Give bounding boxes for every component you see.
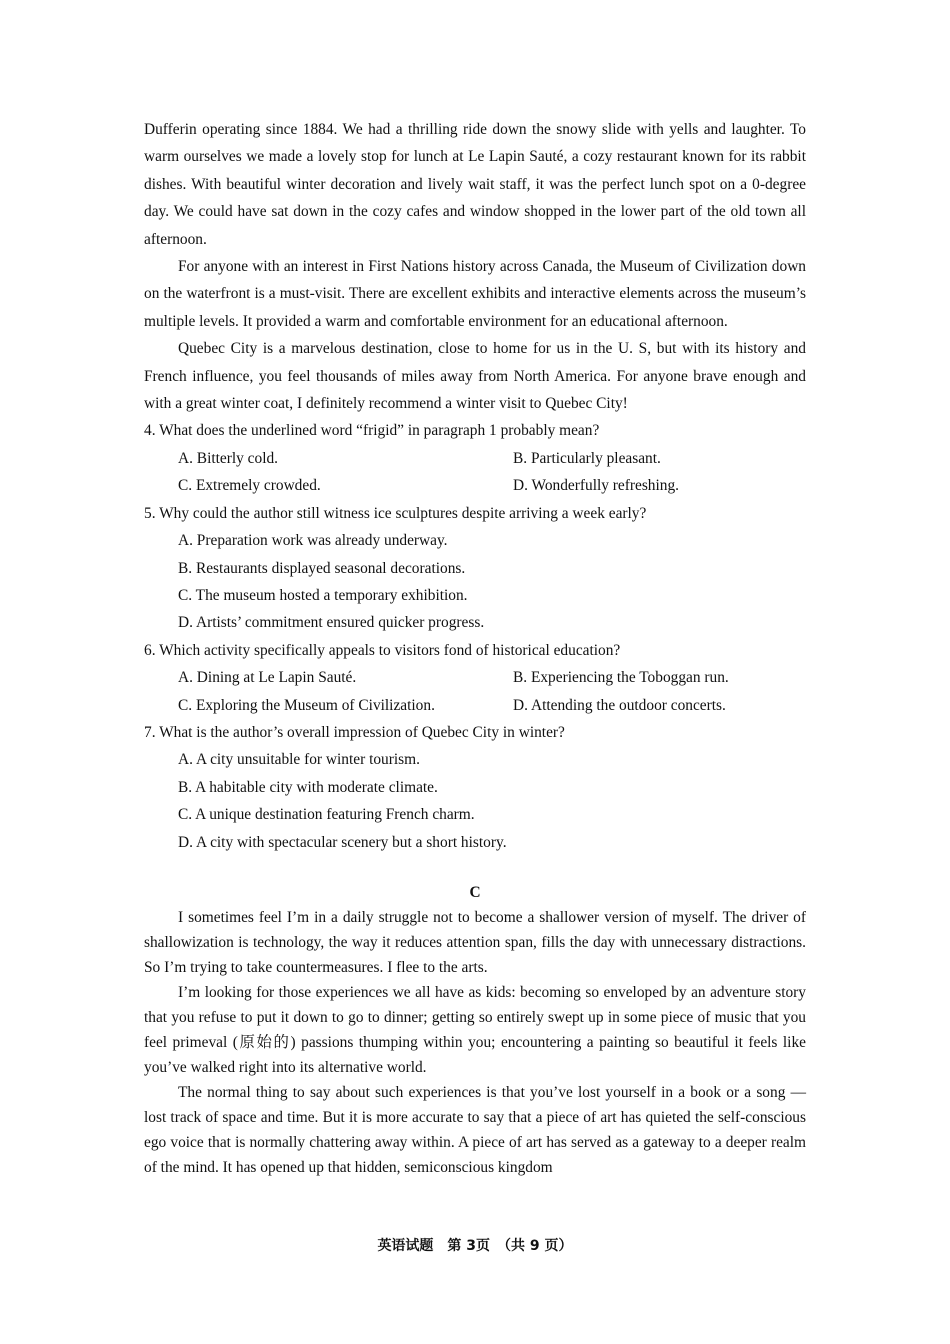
option-row [178,472,806,499]
option-d: D. Attending the outdoor concerts. [513,696,726,714]
question-stem: 4. What does the underlined word “frigid” in paragraph 1 probably mean? [144,422,600,440]
passage-c-paragraph: I sometimes feel I’m in a daily struggle not to become a shallower version of myself. The driver of shallowization is technology, the way it reduces attention span, fills the day with unnecessary distractions. So I’m trying to take countermeasures. I flee to the arts. [144,908,806,976]
option-c: C. Exploring the Museum of Civilization. [178,696,435,714]
passage-c-paragraph: The normal thing to say about such experiences is that you’ve lost yourself in a book or a song — lost track of space and time. But it is more accurate to say that a piece of art has quieted the self-conscious ego voice that is normally chattering away within. A piece of art has served as a gateway to a deeper realm of the mind. It has opened up that hidden, semiconscious kingdom [144,1083,806,1176]
passage-b-paragraph: Quebec City is a marvelous destination, close to home for us in the U. S, but with its history and French influence, you feel thousands of miles away from North America. For anyone brave enough and with a great winter coat, I definitely recommend a winter visit to Quebec City! [144,340,806,413]
option-row [178,664,806,691]
page-footer: 英语试题 第 3页 （共 9 页） [377,1238,573,1254]
question-stem: 7. What is the author’s overall impression of Quebec City in winter? [144,723,565,741]
option-c: C. The museum hosted a temporary exhibition. [178,586,468,604]
question-4 [144,417,806,499]
passage-b-paragraph: Dufferin operating since 1884. We had a thrilling ride down the snowy slide with yells and laughter. To warm ourselves we made a lovely stop for lunch at Le Lapin Sauté, a cozy restaurant known for its rabbit dishes. With beautiful winter decoration and lively wait staff, it was the perfect lunch spot on a 0-degree day. We could have sat down in the cozy cafes and window shopped in the lower part of the old town all afternoon. [144,121,806,248]
option-a: A. Preparation work was already underway. [178,532,448,550]
option-b: B. Experiencing the Toboggan run. [513,669,729,687]
question-stem: 5. Why could the author still witness ice sculptures despite arriving a week early? [144,504,647,522]
option-b: B. Restaurants displayed seasonal decorations. [178,559,466,577]
option-d: D. Artists’ commitment ensured quicker progress. [178,614,485,632]
question-5 [144,500,806,637]
option-b: B. A habitable city with moderate climate. [178,778,438,796]
passage-b-paragraph: For anyone with an interest in First Nations history across Canada, the Museum of Civilization down on the waterfront is a must-visit. There are excellent exhibits and interactive elements across the museum’s multiple levels. It provided a warm and comfortable environment for an educational afternoon. [144,258,806,330]
question-stem: 6. Which activity specifically appeals to visitors fond of historical education? [144,641,621,659]
option-c: C. A unique destination featuring French charm. [178,806,475,824]
option-c: C. Extremely crowded. [178,477,321,495]
option-d: D. Wonderfully refreshing. [513,477,680,495]
option-a: A. A city unsuitable for winter tourism. [178,751,420,769]
option-row [178,692,806,719]
section-title: C [469,883,481,901]
question-7 [144,719,806,856]
question-6 [144,637,806,719]
option-d: D. A city with spectacular scenery but a short history. [178,833,507,851]
page-content [144,116,806,1180]
option-a: A. Bitterly cold. [178,449,279,467]
passage-c-paragraph: I’m looking for those experiences we all have as kids: becoming so enveloped by an adventure story that you refuse to put it down to go to dinner; getting so entirely swept up in some piece of music that you feel primeval (原始的) passions thumping within you; encountering a painting so beautiful it feels like you’ve walked right into its alternative world. [144,983,806,1076]
option-row [178,445,806,472]
option-b: B. Particularly pleasant. [513,449,661,467]
option-a: A. Dining at Le Lapin Sauté. [178,669,357,687]
